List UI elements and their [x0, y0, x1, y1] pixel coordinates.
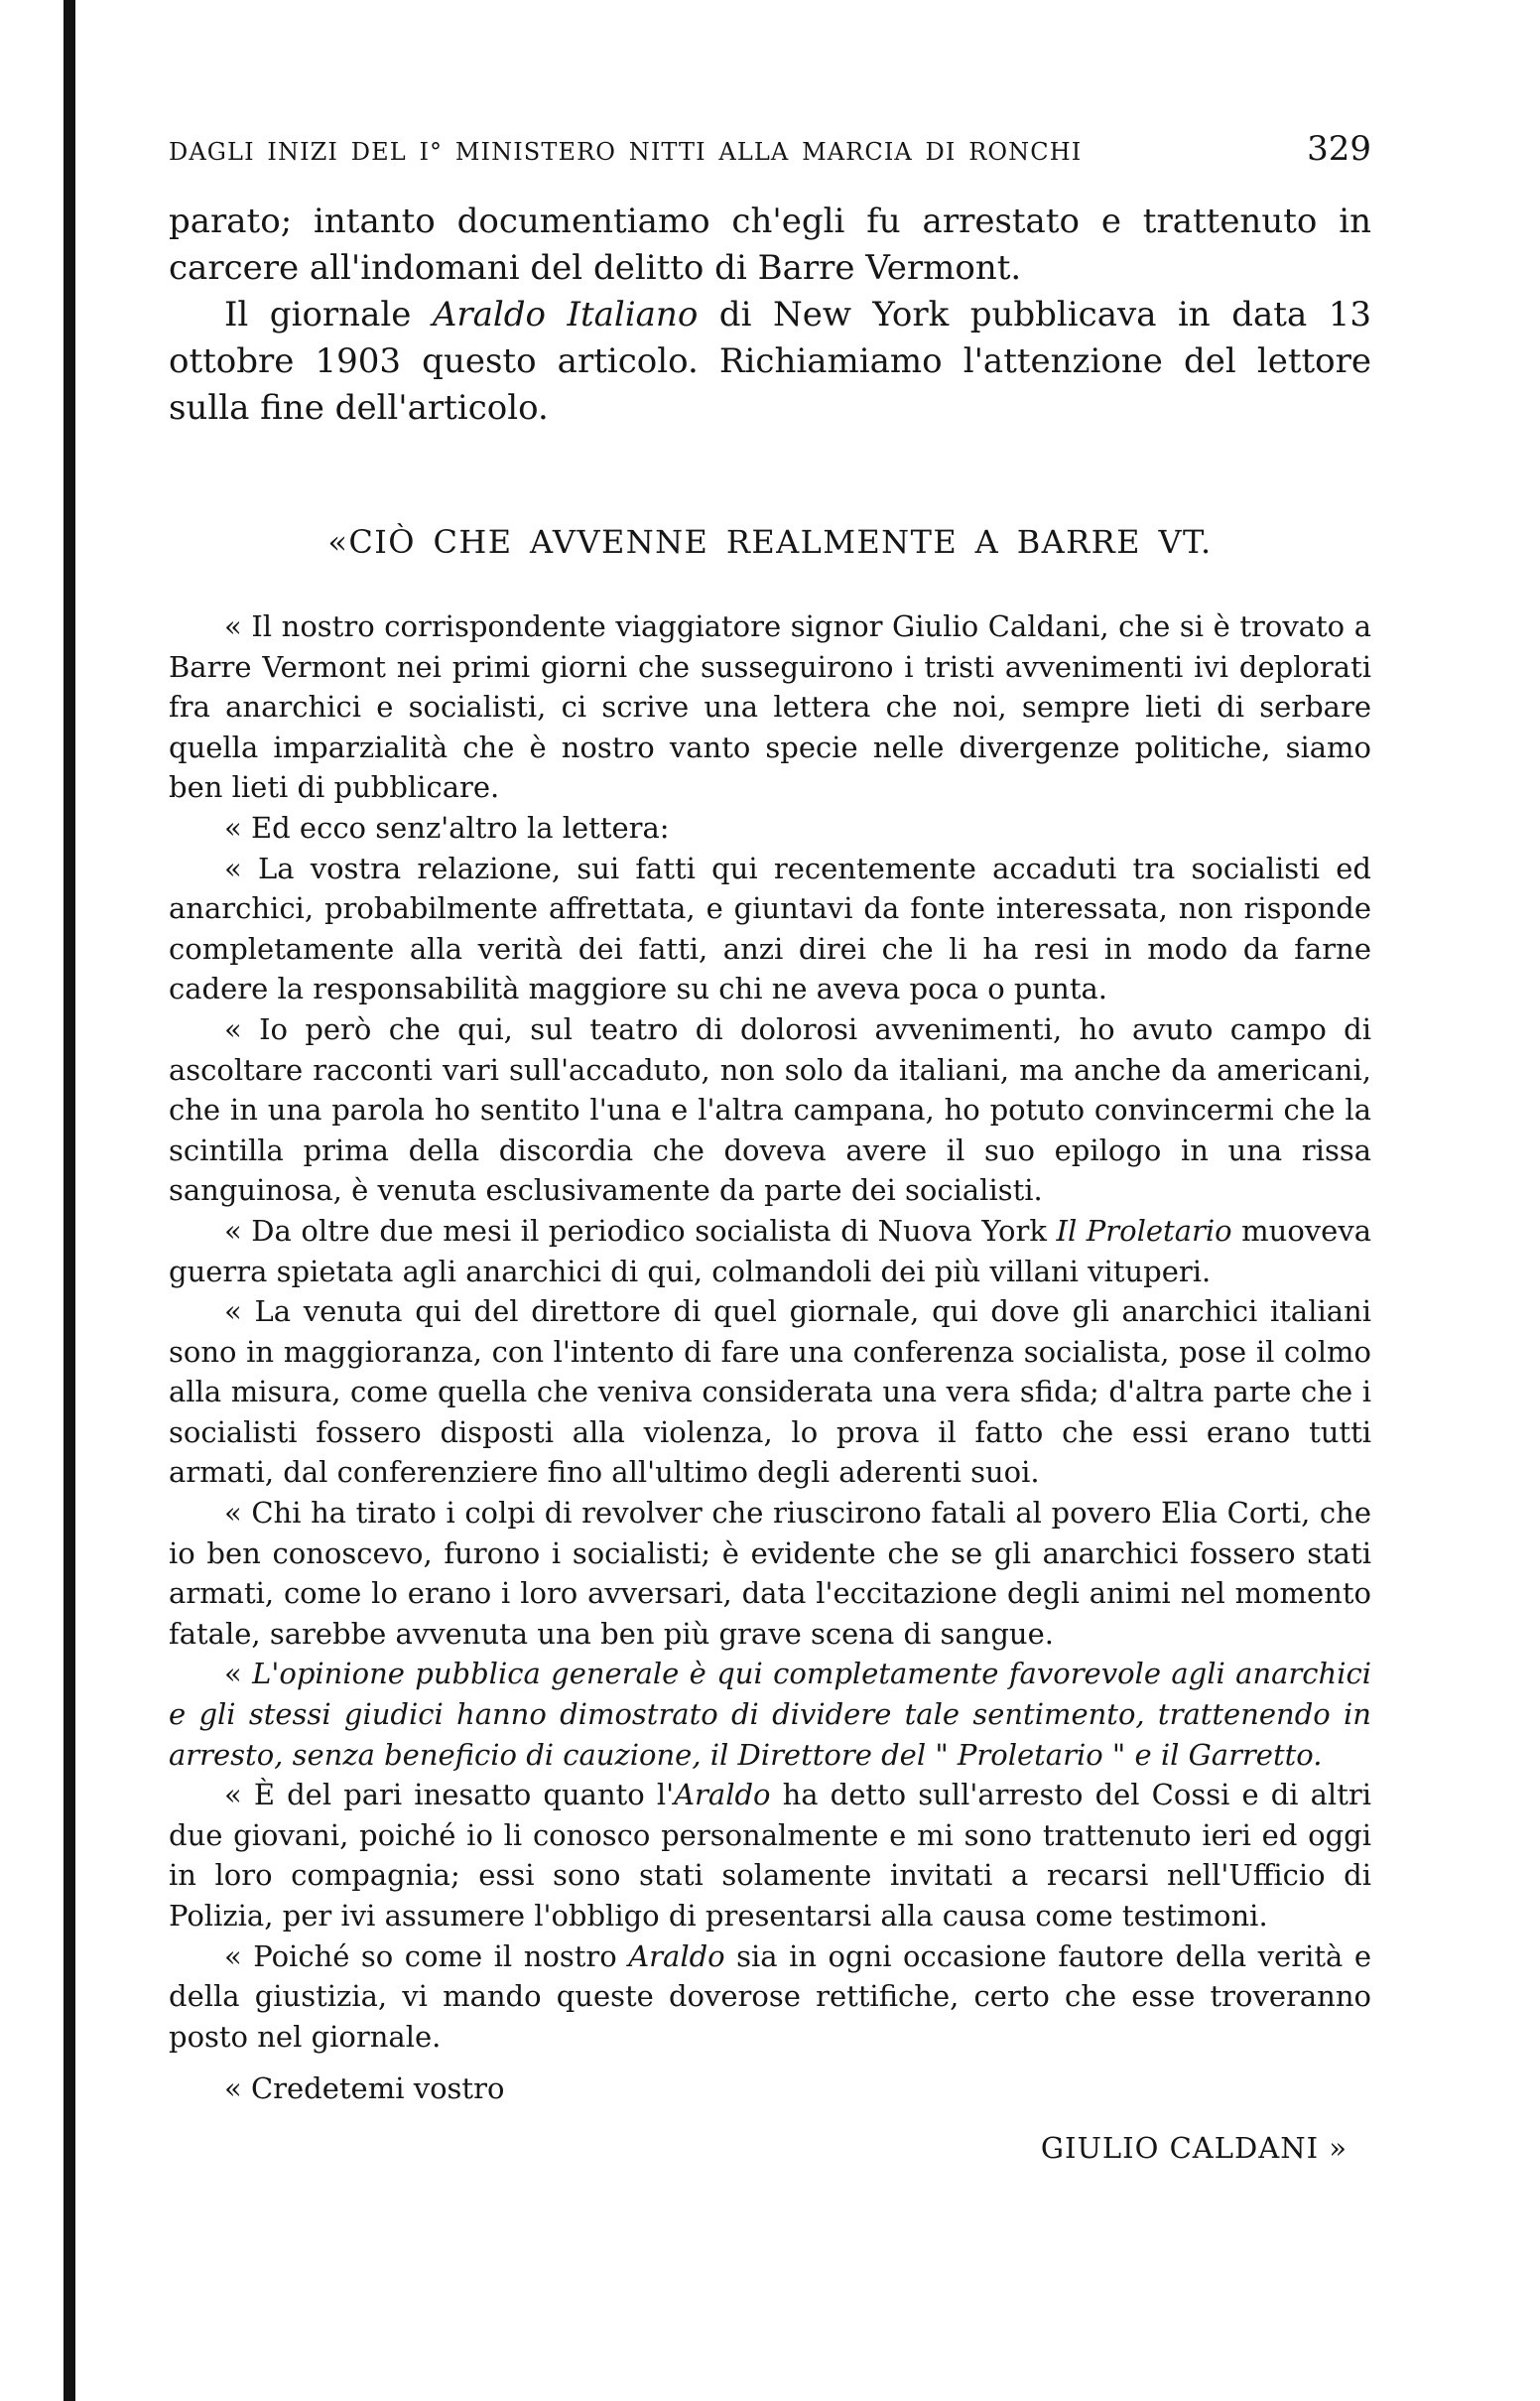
article-paragraph	[169, 1654, 1371, 1775]
text-run: « Poiché so come il nostro	[224, 1938, 629, 1973]
letter-signature: GIULIO CALDANI »	[1040, 2130, 1348, 2165]
book-page	[169, 129, 1371, 2165]
newspaper-title: Araldo	[674, 1778, 771, 1812]
text-run: « Da oltre due mesi il periodico socialista di Nuova York	[224, 1213, 1057, 1248]
quoted-article	[169, 606, 1371, 2165]
article-heading: «CIÒ CHE AVVENNE REALMENTE A BARRE VT.	[327, 523, 1213, 561]
page-edge-rule	[64, 0, 75, 2401]
article-paragraph: « Ed ecco senz'altro la lettera:	[224, 810, 670, 845]
intro-paragraph: parato; intanto documentiamo ch'egli fu arrestato e trattenuto in carcere all'indomani del delitto di Barre Vermont.	[169, 201, 1371, 288]
intro-text	[169, 199, 1371, 432]
article-paragraph	[169, 1936, 1371, 2058]
text-run: ha detto sull'arresto del Cossi e di altri due giovani, poiché io li conosco personalmente e mi sono trattenuto ieri ed oggi in loro compagnia; essi sono stati solamente invitati a recarsi nell'Ufficio di Polizia, per ivi assumere l'obbligo di presentarsi alla causa come testimoni.	[169, 1778, 1371, 1933]
article-paragraph: « Chi ha tirato i colpi di revolver che riuscirono fatali al povero Elia Corti, che io ben conoscevo, furono i socialisti; è evidente che se gli anarchici fossero stati armati, come lo erano i loro avversari, data l'eccitazione degli animi nel momento fatale, sarebbe avvenuta una ben più grave scena di sangue.	[169, 1496, 1371, 1651]
text-run: muoveva guerra spietata agli anarchici di qui, colmandoli dei più villani vituperi.	[169, 1213, 1372, 1288]
newspaper-title: Araldo Italiano	[432, 295, 699, 334]
article-paragraph	[169, 1211, 1371, 1291]
article-paragraph: « La venuta qui del direttore di quel giornale, qui dove gli anarchici italiani sono in maggioranza, con l'intento di fare una conferenza socialista, pose il colmo alla misura, come quella che veniva considerata una vera sfida; d'altra parte che i socialisti fossero disposti alla violenza, lo prova il fatto che essi erano tutti armati, dal conferenziere fino all'ultimo degli aderenti suoi.	[169, 1294, 1371, 1490]
newspaper-title: Araldo	[628, 1938, 725, 1973]
letter-closing: « Credetemi vostro	[224, 2071, 505, 2106]
text-run: Il giornale	[224, 295, 433, 334]
italic-passage: L'opinione pubblica generale è qui completamente favorevole agli anarchici e gli stessi giudici hanno dimostrato di dividere tale sentimento, trattenendo in arresto, senza beneficio di cauzione, il Direttore del " Proletario " e il Garretto.	[169, 1657, 1371, 1772]
text-run: « È del pari inesatto quanto l'	[224, 1778, 675, 1812]
text-run: di New York pubblicava in data 13 ottobre 1903 questo articolo. Richiamiamo l'attenzione del lettore sulla fine dell'articolo.	[169, 295, 1371, 428]
periodical-title: Il Proletario	[1056, 1213, 1232, 1248]
intro-paragraph	[169, 292, 1371, 432]
running-title: DAGLI INIZI DEL I° MINISTERO NITTI ALLA MARCIA DI RONCHI	[169, 138, 1083, 166]
running-header	[169, 129, 1371, 169]
text-run: «	[224, 1657, 253, 1691]
text-run: sia in ogni occasione fautore della verità e della giustizia, vi mando queste doverose rettifiche, certo che esse troveranno posto nel giornale.	[169, 1938, 1371, 2054]
article-paragraph: « Io però che qui, sul teatro di dolorosi avvenimenti, ho avuto campo di ascoltare racconti vari sull'accaduto, non solo da italiani, ma anche da americani, che in una parola ho sentito l'una e l'altra campana, ho potuto convincermi che la scintilla prima della discordia che doveva avere il suo epilogo in una rissa sanguinosa, è venuta esclusivamente da parte dei socialisti.	[169, 1011, 1371, 1208]
article-paragraph: « La vostra relazione, sui fatti qui recentemente accaduti tra socialisti ed anarchici, probabilmente affrettata, e giuntavi da fonte interessata, non risponde completamente alla verità dei fatti, anzi direi che li ha resi in modo da farne cadere la responsabilità maggiore su chi ne aveva poca o punta.	[169, 851, 1371, 1006]
article-paragraph	[169, 1775, 1371, 1935]
article-paragraph: « Il nostro corrispondente viaggiatore signor Giulio Caldani, che si è trovato a Barre Vermont nei primi giorni che susseguirono i tristi avvenimenti ivi deplorati fra anarchici e socialisti, ci scrive una lettera che noi, sempre lieti di serbare quella imparzialità che è nostro vanto specie nelle divergenze politiche, siamo ben lieti di pubblicare.	[169, 609, 1371, 805]
page-number: 329	[1307, 129, 1371, 169]
